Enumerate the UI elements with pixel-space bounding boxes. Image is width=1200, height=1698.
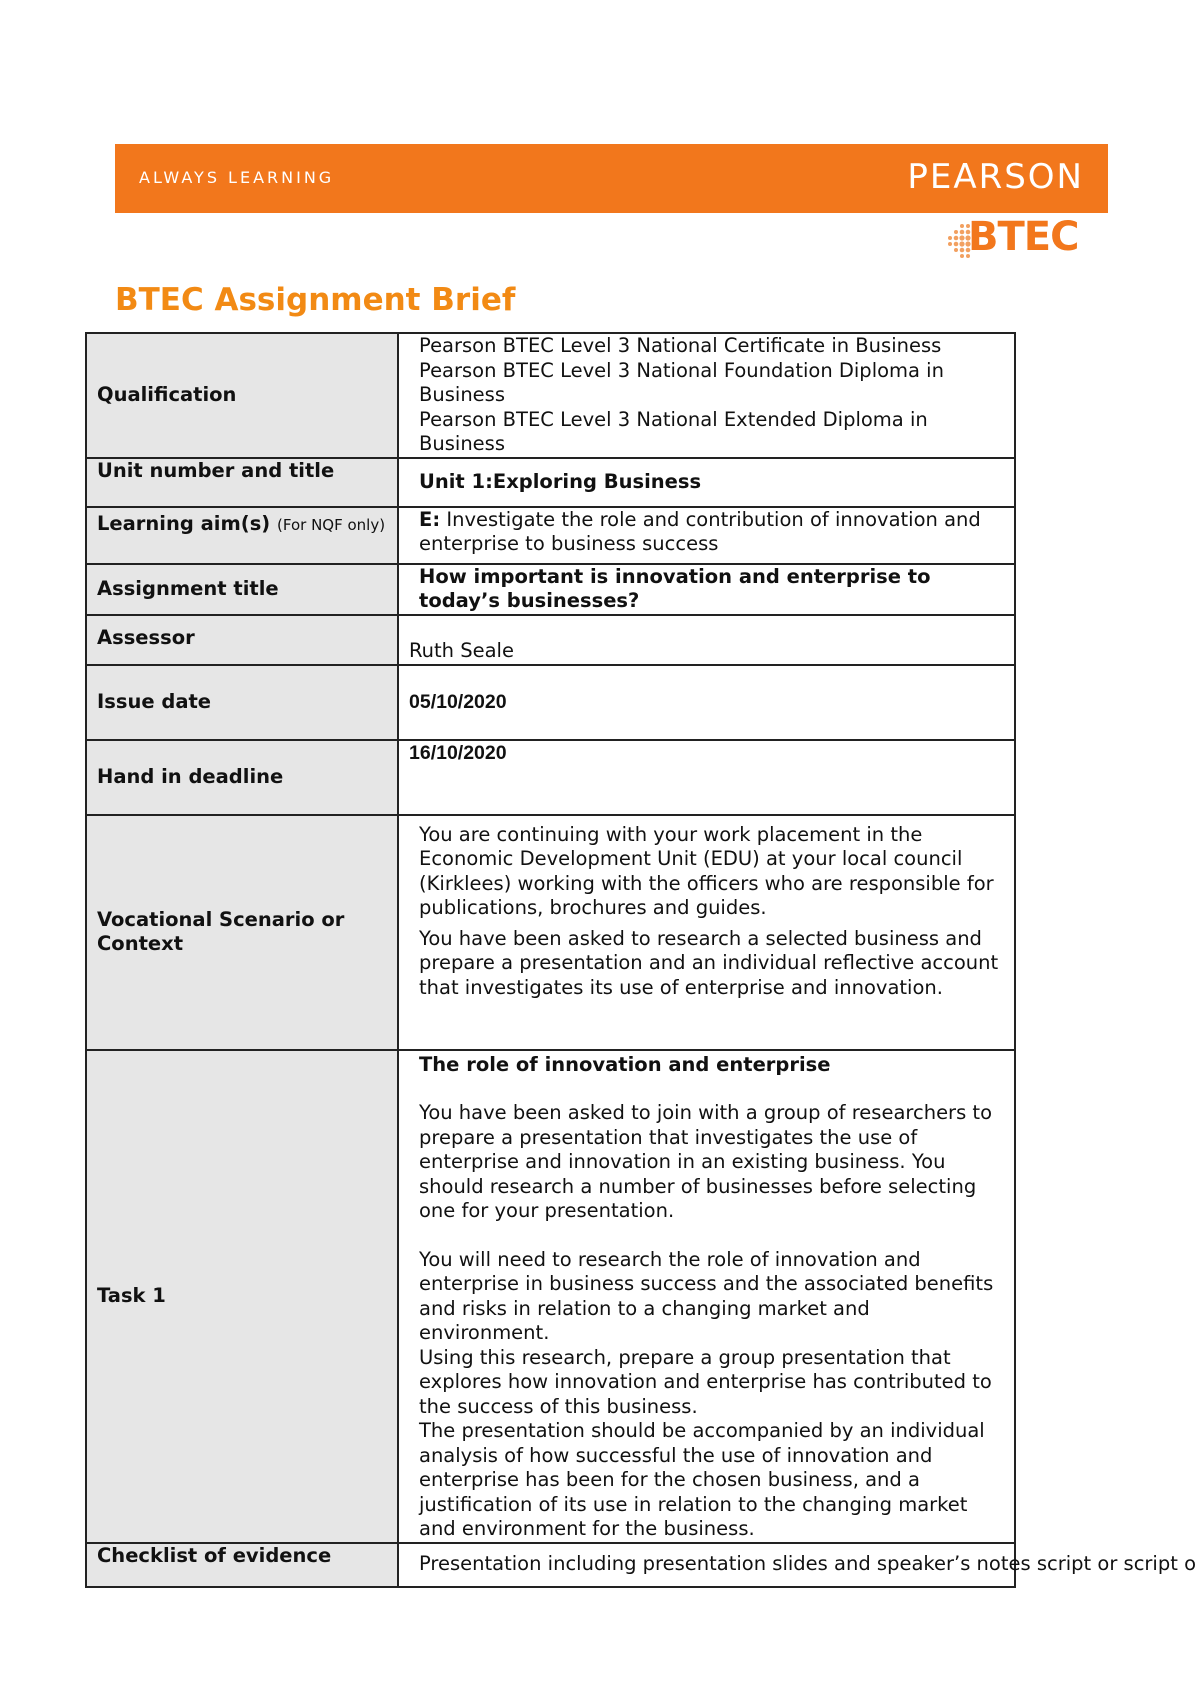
learning-aim-label-text: Learning aim(s) xyxy=(97,511,271,535)
task1-value xyxy=(398,1050,1015,1543)
task1-heading: The role of innovation and enterprise xyxy=(419,1052,831,1076)
task1-paragraph: The presentation should be accompanied by an individual analysis of how successful the use of innovation and enterprise has been for the chosen business, and a justification of its use in relation to the changing market and environment for the business. xyxy=(419,1419,985,1540)
assignment-title-row xyxy=(86,564,1015,615)
learning-aim-label-note: (For NQF only) xyxy=(277,515,386,534)
assessor-value: Ruth Seale xyxy=(398,615,1015,665)
scenario-row xyxy=(86,815,1015,1050)
issue-date-row xyxy=(86,665,1015,740)
assessor-row xyxy=(86,615,1015,665)
checklist-row xyxy=(86,1543,1015,1587)
issue-date-label: Issue date xyxy=(86,665,398,740)
learning-aim-label xyxy=(86,507,398,564)
task1-label: Task 1 xyxy=(86,1050,398,1543)
btec-wordmark: BTEC xyxy=(968,214,1079,260)
tagline: ALWAYS LEARNING xyxy=(139,168,335,187)
learning-aim-row xyxy=(86,507,1015,564)
task1-row xyxy=(86,1050,1015,1543)
deadline-row xyxy=(86,740,1015,815)
learning-aim-value xyxy=(398,507,1015,564)
scenario-label: Vocational Scenario or Context xyxy=(86,815,398,1050)
pearson-banner xyxy=(115,144,1108,213)
assignment-brief-table xyxy=(85,332,1197,1588)
issue-date-value: 05/10/2020 xyxy=(398,665,1015,740)
deadline-value: 16/10/2020 xyxy=(398,740,1015,815)
pearson-logo: PEARSON xyxy=(907,157,1084,197)
checklist-value xyxy=(398,1543,1197,1587)
qualification-row xyxy=(86,333,1015,458)
scenario-paragraph: You are continuing with your work placement in the Economic Development Unit (EDU) at your local council (Kirklees) working with the officers who are responsible for publications, brochures and guides. xyxy=(419,822,994,919)
unit-row xyxy=(86,458,1015,507)
task1-paragraph: You have been asked to join with a group of researchers to prepare a presentation that investigates the use of enterprise and innovation in an existing business. You should research a number of businesses before selecting one for your presentation. xyxy=(419,1101,993,1222)
unit-value: Unit 1:Exploring Business xyxy=(398,458,1015,507)
qualification-line: Pearson BTEC Level 3 National Foundation Diploma in Business xyxy=(419,358,944,406)
unit-label: Unit number and title xyxy=(86,458,398,507)
task1-paragraph: Using this research, prepare a group presentation that explores how innovation and enterprise has contributed to the success of this business. xyxy=(419,1345,992,1418)
assessor-label: Assessor xyxy=(86,615,398,665)
scenario-value xyxy=(398,815,1015,1050)
learning-aim-text: Investigate the role and contribution of innovation and enterprise to business success xyxy=(419,507,981,555)
checklist-label: Checklist of evidence xyxy=(86,1543,398,1587)
assignment-title-value: How important is innovation and enterprise to today’s businesses? xyxy=(398,564,1015,615)
page-title: BTEC Assignment Brief xyxy=(115,282,516,318)
qualification-value xyxy=(398,333,1015,458)
learning-aim-prefix: E: xyxy=(419,507,441,531)
task1-paragraph: You will need to research the role of innovation and enterprise in business success and the associated benefits and risks in relation to a changing market and environment. xyxy=(419,1247,994,1344)
qualification-line: Pearson BTEC Level 3 National Extended Diploma in Business xyxy=(419,407,928,455)
deadline-label: Hand in deadline xyxy=(86,740,398,815)
checklist-text: Presentation including presentation slides and speaker’s notes script or script o xyxy=(419,1552,1197,1576)
btec-logo xyxy=(942,214,1092,264)
assignment-title-label: Assignment title xyxy=(86,564,398,615)
scenario-paragraph: You have been asked to research a selected business and prepare a presentation and an individual reflective account that investigates its use of enterprise and innovation. xyxy=(419,926,999,999)
qualification-label: Qualification xyxy=(86,333,398,458)
qualification-line: Pearson BTEC Level 3 National Certificate in Business xyxy=(419,334,942,357)
